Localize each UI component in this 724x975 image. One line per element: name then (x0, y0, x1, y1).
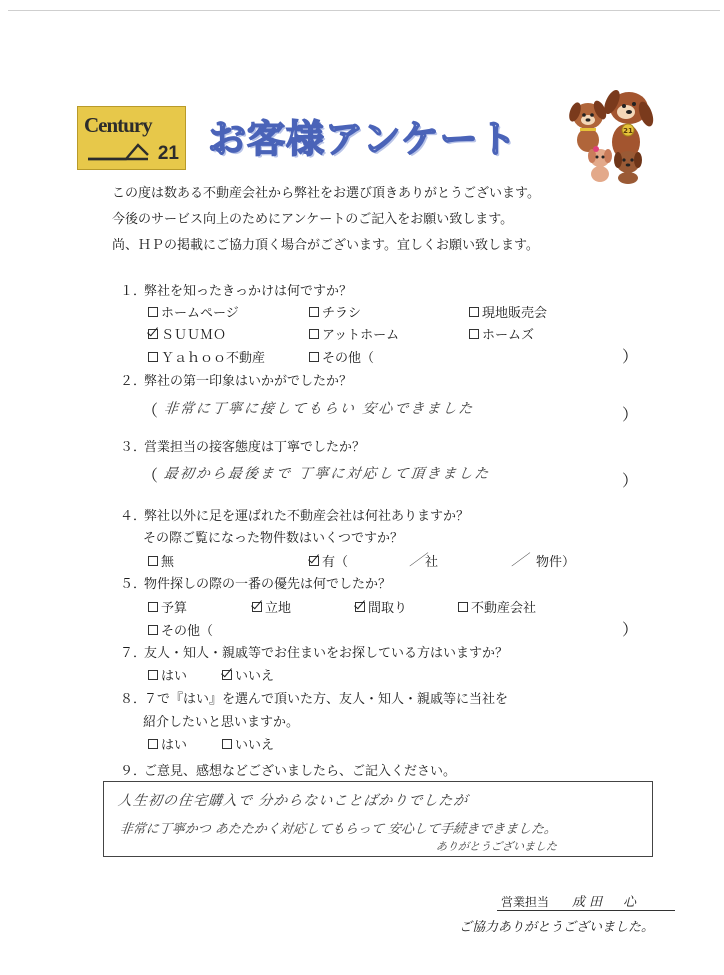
option-label: 現地販売会 (482, 306, 548, 321)
question-text: 友人・知人・親戚等でお住まいをお探している方はいますか？ (144, 646, 509, 661)
question-4-sub: その際ご覧になった物件数はいくつですか？ (143, 531, 404, 546)
question-3 (120, 436, 365, 455)
checkbox[interactable] (148, 307, 158, 317)
option-label: ホームページ (161, 306, 239, 321)
top-border (8, 10, 720, 11)
option-label: 不動産会社 (471, 601, 537, 616)
q5-option-budget[interactable] (148, 597, 187, 616)
logo-word: Century (84, 113, 152, 137)
q5-option-floorplan[interactable] (355, 597, 407, 616)
checkbox-checked[interactable] (355, 602, 365, 612)
thanks-message: ご協力ありがとうございました。 (459, 920, 655, 935)
q4-slash-2: ／ (511, 551, 530, 569)
checkbox[interactable] (148, 352, 158, 362)
checkbox[interactable] (148, 625, 158, 635)
question-text: 弊社を知ったきっかけは何ですか？ (144, 284, 353, 299)
q1-option-athome[interactable] (309, 324, 399, 343)
question-number: ５． (120, 577, 147, 592)
checkbox-checked[interactable] (252, 602, 262, 612)
q5-close-paren: ） (622, 620, 639, 639)
checkbox[interactable] (309, 329, 319, 339)
option-label: いいえ (235, 669, 275, 684)
question-number: ８． (120, 692, 147, 707)
q1-option-open-house[interactable] (469, 302, 547, 321)
option-label: 無 (161, 555, 175, 570)
question-4 (120, 505, 469, 524)
q8-option-no[interactable] (222, 734, 274, 753)
question-text: 弊社の第一印象はいかがでしたか？ (144, 374, 353, 389)
checkbox-checked[interactable] (222, 670, 232, 680)
rep-underline (497, 910, 675, 911)
option-label: その他（ (322, 351, 375, 366)
q2-close-paren: ） (622, 405, 639, 424)
question-number: ９． (120, 764, 147, 779)
q4-unit-properties: 物件） (536, 555, 576, 570)
intro-line-3: 尚、ＨＰの掲載にご協力頂く場合がございます。宜しくお願い致します。 (112, 238, 539, 253)
option-label: 有（ (322, 555, 349, 570)
q2-answer[interactable]: 非常に丁寧に接してもらい 安心できました (163, 401, 476, 417)
question-8-sub: 紹介したいと思いますか。 (143, 715, 300, 730)
option-label: チラシ (322, 306, 362, 321)
question-2 (120, 370, 352, 389)
question-text: ７で『はい』を選んで頂いた方、友人・知人・親戚等に当社を (144, 692, 509, 707)
question-text: ご意見、感想などございましたら、ご記入ください。 (144, 764, 457, 779)
q5-option-location[interactable] (252, 597, 291, 616)
question-number: １． (120, 284, 147, 299)
intro-line-1: この度は数ある不動産会社から弊社をお選び頂きありがとうございます。 (112, 186, 540, 201)
option-label: ＳＵＵＭＯ (161, 328, 227, 343)
page-title: お客様アンケート (208, 116, 518, 161)
option-label: ホームズ (482, 328, 535, 343)
comment-line-3: ありがとうございました (435, 840, 558, 853)
question-number: ４． (120, 509, 147, 524)
rep-name: 成田 心 (572, 895, 641, 910)
question-9 (120, 760, 456, 779)
option-label: 立地 (265, 601, 292, 616)
option-label: アットホーム (322, 328, 400, 343)
logo-house-icon (86, 139, 152, 161)
q3-close-paren: ） (622, 471, 639, 490)
checkbox-checked[interactable] (148, 329, 158, 339)
checkbox[interactable] (148, 670, 158, 680)
question-1 (120, 280, 352, 299)
question-5 (120, 573, 391, 592)
q3-open-paren: （ (142, 466, 159, 485)
mascot-badge: 21 (623, 127, 633, 135)
q4-slash-1: ／ (409, 551, 428, 569)
checkbox[interactable] (469, 329, 479, 339)
checkbox[interactable] (458, 602, 468, 612)
option-label: その他（ (161, 624, 214, 639)
option-label: はい (161, 669, 188, 684)
q7-option-no[interactable] (222, 665, 274, 684)
q1-close-paren: ） (622, 347, 639, 366)
question-number: ３． (120, 440, 147, 455)
q1-option-homepage[interactable] (148, 302, 239, 321)
mascot-dogs-icon (566, 80, 656, 185)
checkbox[interactable] (148, 556, 158, 566)
intro-line-2: 今後のサービス向上のためにアンケートのご記入をお願い致します。 (112, 212, 514, 227)
question-number: ７． (120, 646, 147, 661)
checkbox[interactable] (309, 352, 319, 362)
comment-line-1: 人生初の住宅購入で 分からないことばかりでしたが (117, 793, 470, 809)
q1-option-yahoo[interactable] (148, 347, 265, 366)
question-text: 弊社以外に足を運ばれた不動産会社は何社ありますか？ (144, 509, 470, 524)
q1-option-flyer[interactable] (309, 302, 361, 321)
option-label: いいえ (235, 738, 275, 753)
logo-number: 21 (157, 143, 179, 164)
comment-textarea[interactable] (103, 781, 653, 857)
q5-option-other[interactable] (148, 620, 213, 639)
checkbox[interactable] (148, 602, 158, 612)
q4-option-yes[interactable] (309, 551, 348, 570)
q1-option-homes[interactable] (469, 324, 534, 343)
checkbox[interactable] (309, 307, 319, 317)
q8-option-yes[interactable] (148, 734, 187, 753)
question-8 (120, 688, 508, 707)
checkbox[interactable] (222, 739, 232, 749)
rep-label: 営業担当 (501, 895, 550, 909)
checkbox[interactable] (469, 307, 479, 317)
question-text: 営業担当の接客態度は丁寧でしたか？ (144, 440, 366, 455)
century21-logo (77, 106, 186, 170)
question-number: ２． (120, 374, 147, 389)
question-text: 物件探しの際の一番の優先は何でしたか？ (144, 577, 392, 592)
q1-option-suumo[interactable] (148, 324, 226, 343)
q7-option-yes[interactable] (148, 665, 187, 684)
checkbox-checked[interactable] (309, 556, 319, 566)
q3-answer[interactable]: 最初から最後まで 丁寧に対応して頂きました (163, 466, 492, 482)
option-label: 間取り (368, 601, 408, 616)
q4-unit-companies: 社 (425, 555, 439, 570)
q4-option-none[interactable] (148, 551, 174, 570)
option-label: 予算 (161, 601, 188, 616)
question-7 (120, 642, 508, 661)
q2-open-paren: （ (142, 401, 159, 420)
option-label: はい (161, 738, 188, 753)
q1-option-other[interactable] (309, 347, 374, 366)
comment-line-2: 非常に丁寧かつ あたたかく対応してもらって 安心して手続きできました。 (119, 822, 558, 837)
checkbox[interactable] (148, 739, 158, 749)
option-label: Ｙａｈｏｏ不動産 (161, 351, 266, 366)
q5-option-agency[interactable] (458, 597, 536, 616)
